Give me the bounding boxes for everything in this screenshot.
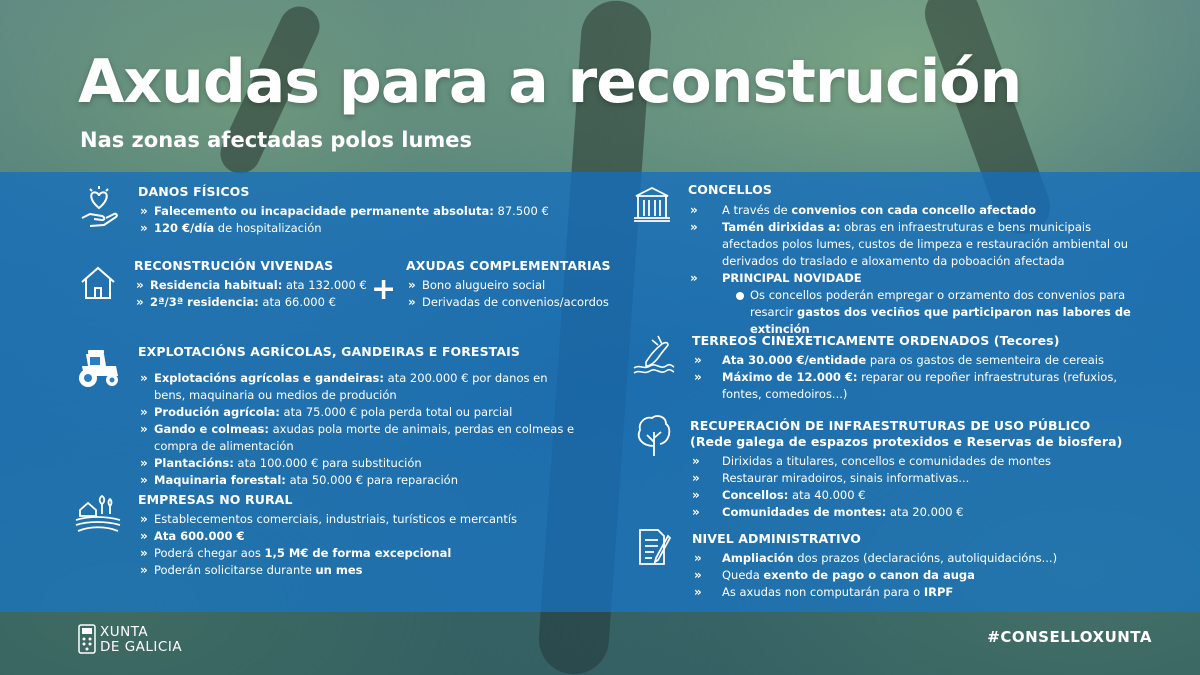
list-item: » 2ª/3ª residencia: ata 66.000 € [134,294,374,311]
section-empresas-rural [138,492,558,579]
section-nivel-administrativo [692,531,1152,601]
list-item: » Ampliación dos prazos (declaracións, autoliquidacións...) [692,550,1152,567]
town-hall-icon [632,184,672,228]
section-title: NIVEL ADMINISTRATIVO [692,531,862,546]
heart-hand-icon [78,184,120,234]
section-concellos [688,182,1138,338]
section-title: CONCELLOS [688,182,772,197]
list-item: » Gando e colmeas: axudas pola morte de animais, perdas en colmeas e compra de alimentación [138,421,578,455]
plus-sign: + [371,272,397,307]
hashtag: #CONSELLOXUNTA [987,628,1152,646]
list-item: » Plantacións: ata 100.000 € para substitución [138,455,578,472]
section-title-secondary: (Rede galega de espazos protexidos e Reservas de biosfera) [690,434,1123,449]
list-item: » Establecementos comerciais, industriais, turísticos e mercantís [138,511,558,528]
tractor-icon [70,346,122,394]
section-axudas-complementarias [406,258,626,311]
section-title: TERREOS CINEXETICAMENTE ORDENADOS (Tecores) [692,333,1060,348]
list-item: » Produción agrícola: ata 75.000 € pola perda total ou parcial [138,404,578,421]
section-terreos [692,333,1152,403]
section-title: EXPLOTACIÓNS AGRÍCOLAS, GANDEIRAS E FORESTAIS [138,344,520,359]
section-title: RECONSTRUCIÓN VIVENDAS [134,258,334,273]
list-item: » Explotacións agrícolas e gandeiras: ata 200.000 € por danos en bens, maquinaria ou medios de produción [138,370,578,404]
list-item: » Maquinaria forestal: ata 50.000 € para reparación [138,472,578,489]
xunta-logo-text: XUNTA DE GALICIA [100,624,183,655]
pheasant-icon [632,332,676,380]
xunta-shield-icon [78,624,96,658]
page-subtitle: Nas zonas afectadas polos lumes [80,128,473,152]
list-item: » Queda exento de pago o canon da auga [692,567,1152,584]
section-reconstrucion-vivendas [134,258,374,311]
house-icon [78,264,118,306]
section-danos-fisicos [138,184,558,237]
page-title: Axudas para a reconstrución [78,47,1022,117]
section-explotacions [138,344,578,489]
document-pen-icon [634,526,672,572]
list-item: » PRINCIPAL NOVIDADE [688,270,1138,287]
section-title: DANOS FÍSICOS [138,184,250,199]
section-title: AXUDAS COMPLEMENTARIAS [406,258,611,273]
list-item: » 120 €/día de hospitalización [138,220,558,237]
list-item: » A través de convenios con cada concello afectado [688,202,1138,219]
list-item: » Residencia habitual: ata 132.000 € [134,277,374,294]
section-title: EMPRESAS NO RURAL [138,492,293,507]
rural-farm-icon [74,494,122,538]
list-item: » Poderán solicitarse durante un mes [138,562,558,579]
list-item: » Dirixidas a titulares, concellos e comunidades de montes [690,453,1160,470]
list-item: » Falecemento ou incapacidade permanente absoluta: 87.500 € [138,203,558,220]
tree-icon [634,412,674,462]
section-infraestruturas [690,418,1160,521]
list-item: » Derivadas de convenios/acordos [406,294,626,311]
list-item: » As axudas non computarán para o IRPF [692,584,1152,601]
list-item: » Ata 600.000 € [138,528,558,545]
list-item: » Restaurar miradoiros, sinais informativas... [690,470,1160,487]
list-item: » Concellos: ata 40.000 € [690,487,1160,504]
list-item: » Máximo de 12.000 €: reparar ou repoñer infraestruturas (refuxios, fontes, comedoiros...) [692,369,1152,403]
list-item: » Bono alugueiro social [406,277,626,294]
list-item: » Comunidades de montes: ata 20.000 € [690,504,1160,521]
section-title: RECUPERACIÓN DE INFRAESTRUTURAS DE USO PÚBLICO [690,418,1091,433]
list-item: » Ata 30.000 €/entidade para os gastos de sementeira de cereais [692,352,1152,369]
list-item: » Tamén dirixidas a: obras en infraestruturas e bens municipais afectados polos lumes, custos de limpeza e restauración ambiental ou derivados do traslado e aloxamento da poboación afectada [688,219,1138,270]
novidade-note: Os concellos poderán empregar o orzamento dos convenios para resarcir gastos dos veciños que participaron nas labores de extinción [734,287,1138,338]
list-item: » Poderá chegar aos 1,5 M€ de forma excepcional [138,545,558,562]
